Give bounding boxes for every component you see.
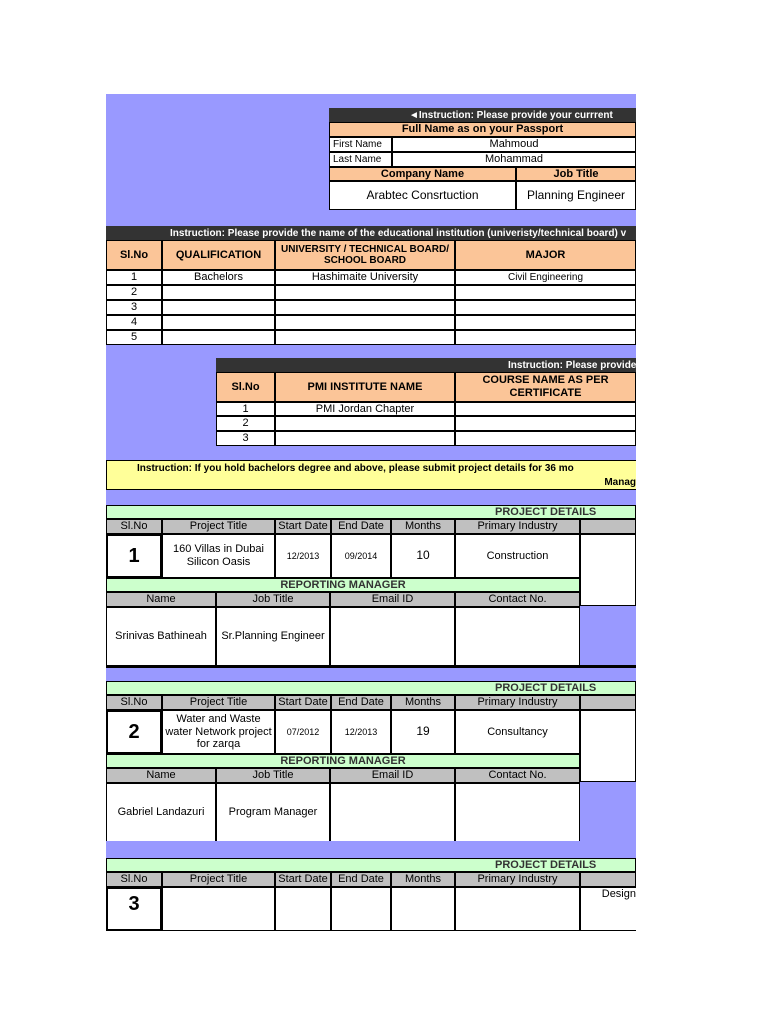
project-2-spacer <box>106 841 636 844</box>
project-3-header-slno: Sl.No <box>106 872 162 887</box>
project-1-manager-job[interactable]: Sr.Planning Engineer <box>216 607 330 666</box>
personal-instruction: ◄Instruction: Please provide your currrent <box>329 108 636 122</box>
project-1-header-title: Project Title <box>162 519 275 534</box>
project-3-number: 3 <box>106 887 162 931</box>
edu-row-4-slno: 4 <box>106 315 162 330</box>
edu-header-qualification: QUALIFICATION <box>162 240 275 270</box>
education-instruction: Instruction: Please provide the name of the educational institution (univeristy/technical board) v <box>106 226 636 240</box>
last-name-field[interactable]: Mohammad <box>392 152 636 167</box>
edu-row-4-qualification[interactable] <box>162 315 275 330</box>
project-1-header-end: End Date <box>331 519 391 534</box>
project-2-manager-header-name: Name <box>106 768 216 783</box>
project-1-manager-header-job: Job Title <box>216 592 330 607</box>
full-name-header: Full Name as on your Passport <box>329 122 636 137</box>
project-1-manager-contact[interactable] <box>455 607 580 666</box>
project-1-months[interactable]: 10 <box>391 534 455 578</box>
edu-row-5-slno: 5 <box>106 330 162 345</box>
edu-row-1-slno: 1 <box>106 270 162 285</box>
project-3-header-extra <box>580 872 636 887</box>
project-2-manager-contact[interactable] <box>455 783 580 842</box>
project-3-industry[interactable] <box>455 887 580 931</box>
company-name-header: Company Name <box>329 167 516 181</box>
pmi-header-slno: Sl.No <box>216 372 275 402</box>
job-title-field[interactable]: Planning Engineer <box>516 181 636 210</box>
project-3-header-industry: Primary Industry <box>455 872 580 887</box>
pmi-row-2-slno: 2 <box>216 416 275 431</box>
edu-row-2-slno: 2 <box>106 285 162 300</box>
edu-row-1-major[interactable]: Civil Engineering <box>455 270 636 285</box>
project-2-manager-title: REPORTING MANAGER <box>106 754 580 768</box>
project-2-manager-header-contact: Contact No. <box>455 768 580 783</box>
project-3-header-start: Start Date <box>275 872 331 887</box>
project-2-manager-name[interactable]: Gabriel Landazuri <box>106 783 216 842</box>
project-2-start-date[interactable]: 07/2012 <box>275 710 331 754</box>
project-2-header-months: Months <box>391 695 455 710</box>
project-3-extra[interactable]: Design <box>580 887 636 931</box>
project-2-header-extra <box>580 695 636 710</box>
edu-header-university: UNIVERSITY / TECHNICAL BOARD/ SCHOOL BOARD <box>275 240 455 270</box>
edu-row-4-major[interactable] <box>455 315 636 330</box>
edu-header-major: MAJOR <box>455 240 636 270</box>
project-1-manager-header-contact: Contact No. <box>455 592 580 607</box>
project-3-header-title: Project Title <box>162 872 275 887</box>
project-2-industry[interactable]: Consultancy <box>455 710 580 754</box>
project-1-header-industry: Primary Industry <box>455 519 580 534</box>
project-1-extra[interactable] <box>580 534 636 606</box>
project-2-extra[interactable] <box>580 710 636 782</box>
edu-row-4-university[interactable] <box>275 315 455 330</box>
project-2-header-slno: Sl.No <box>106 695 162 710</box>
project-3-months[interactable] <box>391 887 455 931</box>
pmi-row-2-course[interactable] <box>455 416 636 431</box>
project-3-end-date[interactable] <box>331 887 391 931</box>
project-2-number: 2 <box>106 710 162 754</box>
project-1-manager-title: REPORTING MANAGER <box>106 578 580 592</box>
project-3-section-title: PROJECT DETAILS <box>106 858 636 872</box>
pmi-row-3-course[interactable] <box>455 431 636 446</box>
project-2-title[interactable]: Water and Waste water Network project for zarqa <box>162 710 275 754</box>
project-1-start-date[interactable]: 12/2013 <box>275 534 331 578</box>
project-3-start-date[interactable] <box>275 887 331 931</box>
project-3-header-end: End Date <box>331 872 391 887</box>
project-2-header-industry: Primary Industry <box>455 695 580 710</box>
edu-row-3-slno: 3 <box>106 300 162 315</box>
project-instruction-line2: Manag <box>604 477 636 488</box>
project-2-end-date[interactable]: 12/2013 <box>331 710 391 754</box>
project-2-section-title: PROJECT DETAILS <box>106 681 636 695</box>
edu-header-slno: Sl.No <box>106 240 162 270</box>
edu-row-2-university[interactable] <box>275 285 455 300</box>
edu-row-2-major[interactable] <box>455 285 636 300</box>
project-2-manager-email[interactable] <box>330 783 455 842</box>
project-1-header-months: Months <box>391 519 455 534</box>
job-title-header: Job Title <box>516 167 636 181</box>
project-1-manager-header-email: Email ID <box>330 592 455 607</box>
edu-row-2-qualification[interactable] <box>162 285 275 300</box>
project-1-number: 1 <box>106 534 162 578</box>
edu-row-1-university[interactable]: Hashimaite University <box>275 270 455 285</box>
project-3-title[interactable] <box>162 887 275 931</box>
project-2-months[interactable]: 19 <box>391 710 455 754</box>
last-name-label: Last Name <box>329 152 392 167</box>
pmi-row-1-institute[interactable]: PMI Jordan Chapter <box>275 402 455 416</box>
pmi-row-1-course[interactable] <box>455 402 636 416</box>
edu-row-1-qualification[interactable]: Bachelors <box>162 270 275 285</box>
project-1-industry[interactable]: Construction <box>455 534 580 578</box>
project-1-end-date[interactable]: 09/2014 <box>331 534 391 578</box>
project-1-divider <box>106 665 636 668</box>
pmi-header-institute: PMI INSTITUTE NAME <box>275 372 455 402</box>
edu-row-3-university[interactable] <box>275 300 455 315</box>
project-3-header-months: Months <box>391 872 455 887</box>
edu-row-3-qualification[interactable] <box>162 300 275 315</box>
edu-row-5-university[interactable] <box>275 330 455 345</box>
project-2-header-end: End Date <box>331 695 391 710</box>
spreadsheet-page <box>106 94 649 915</box>
pmi-row-1-slno: 1 <box>216 402 275 416</box>
edu-row-5-major[interactable] <box>455 330 636 345</box>
project-2-manager-job[interactable]: Program Manager <box>216 783 330 842</box>
project-2-manager-header-email: Email ID <box>330 768 455 783</box>
company-name-field[interactable]: Arabtec Consrtuction <box>329 181 516 210</box>
project-1-header-start: Start Date <box>275 519 331 534</box>
project-1-header-extra <box>580 519 636 534</box>
project-1-title[interactable]: 160 Villas in Dubai Silicon Oasis <box>162 534 275 578</box>
edu-row-3-major[interactable] <box>455 300 636 315</box>
pmi-instruction: Instruction: Please provide th <box>216 358 636 372</box>
project-2-header-title: Project Title <box>162 695 275 710</box>
project-instruction-line1: Instruction: If you hold bachelors degree and above, please submit project details for 36 mo <box>137 463 574 474</box>
first-name-field[interactable]: Mahmoud <box>392 137 636 152</box>
pmi-row-2-institute[interactable] <box>275 416 455 431</box>
project-2-manager-header-job: Job Title <box>216 768 330 783</box>
edu-row-5-qualification[interactable] <box>162 330 275 345</box>
project-1-manager-email[interactable] <box>330 607 455 666</box>
project-1-manager-header-name: Name <box>106 592 216 607</box>
pmi-row-3-slno: 3 <box>216 431 275 446</box>
project-1-header-slno: Sl.No <box>106 519 162 534</box>
project-1-section-title: PROJECT DETAILS <box>106 505 636 519</box>
pmi-row-3-institute[interactable] <box>275 431 455 446</box>
pmi-header-course: COURSE NAME AS PER CERTIFICATE <box>455 372 636 402</box>
project-2-header-start: Start Date <box>275 695 331 710</box>
project-1-manager-name[interactable]: Srinivas Bathineah <box>106 607 216 666</box>
first-name-label: First Name <box>329 137 392 152</box>
project-instruction-box <box>106 460 636 490</box>
